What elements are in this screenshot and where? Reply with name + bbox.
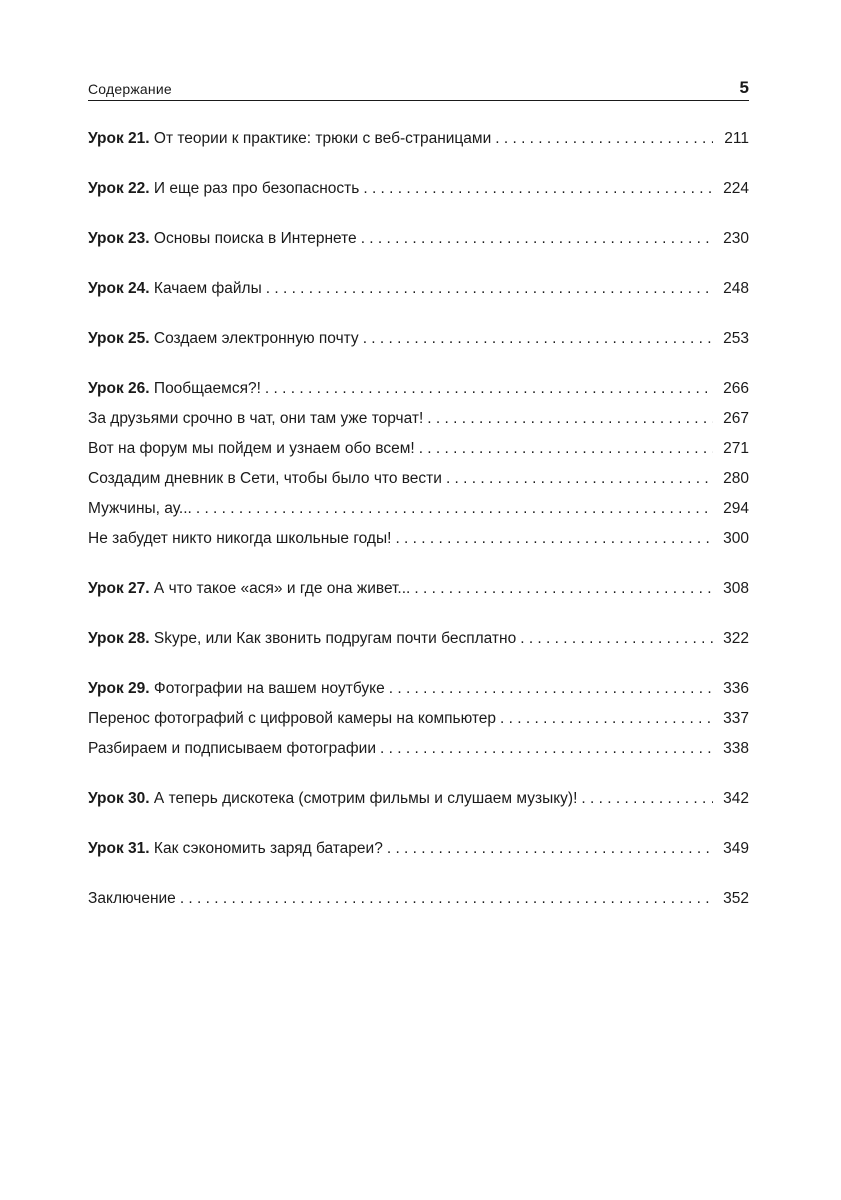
toc-entry-title: Создаем электронную почту	[153, 330, 359, 347]
toc-lesson-number: Урок 25.	[88, 330, 150, 347]
toc-entry-text	[88, 434, 415, 464]
toc-page-number: 352	[723, 890, 749, 907]
dot-leader	[419, 434, 713, 464]
toc-entry	[88, 434, 749, 464]
toc-entry	[88, 174, 749, 204]
toc-group	[88, 124, 749, 154]
toc-page-number: 248	[723, 280, 749, 297]
toc-entry-title: Skype, или Как звонить подругам почти бесплатно	[153, 630, 517, 647]
page-number: 5	[739, 78, 749, 97]
toc-entry-text	[88, 834, 383, 864]
toc-lesson-number: Урок 27.	[88, 580, 150, 597]
toc-entry	[88, 734, 749, 764]
toc-entry-text	[88, 674, 385, 704]
toc-group	[88, 624, 749, 654]
dot-leader	[363, 174, 713, 204]
toc-page-number: 253	[723, 330, 749, 347]
toc-entry-title: Пообщаемся?!	[153, 380, 261, 397]
toc-entry-text	[88, 374, 261, 404]
toc-entry-title: Заключение	[88, 890, 176, 907]
dot-leader	[446, 464, 713, 494]
toc-page-number: 322	[723, 630, 749, 647]
dot-leader	[196, 494, 713, 524]
toc-entry-text	[88, 324, 359, 354]
dot-leader	[265, 374, 713, 404]
toc-entry-title: А теперь дискотека (смотрим фильмы и слушаем музыку)!	[153, 790, 578, 807]
toc-entry-text	[88, 704, 496, 734]
toc-entry-title: А что такое «ася» и где она живет...	[153, 580, 411, 597]
toc-group	[88, 274, 749, 304]
dot-leader	[500, 704, 713, 734]
toc-entry-text	[88, 784, 577, 814]
toc-entry-title: Фотографии на вашем ноутбуке	[153, 680, 385, 697]
toc-entry-text	[88, 464, 442, 494]
toc-group	[88, 574, 749, 604]
toc-entry-text	[88, 404, 423, 434]
dot-leader	[427, 404, 713, 434]
toc-page-number: 349	[723, 840, 749, 857]
dot-leader	[389, 674, 713, 704]
toc-entry-text	[88, 574, 410, 604]
toc-entry-title: За друзьями срочно в чат, они там уже торчат!	[88, 410, 424, 427]
toc-page-number: 271	[723, 440, 749, 457]
toc-page-number: 300	[723, 530, 749, 547]
toc-entry	[88, 124, 749, 154]
toc-entry-title: Создадим дневник в Сети, чтобы было что вести	[88, 470, 442, 487]
toc-page-number: 266	[723, 380, 749, 397]
toc-page-number: 230	[723, 230, 749, 247]
dot-leader	[581, 784, 713, 814]
header-title: Содержание	[88, 81, 172, 97]
toc-entry	[88, 524, 749, 554]
toc-page-number: 336	[723, 680, 749, 697]
dot-leader	[180, 884, 713, 914]
toc-entry	[88, 494, 749, 524]
toc-entry-text	[88, 274, 262, 304]
toc-entry	[88, 784, 749, 814]
table-of-contents	[88, 124, 749, 934]
dot-leader	[380, 734, 713, 764]
toc-entry	[88, 674, 749, 704]
toc-entry	[88, 624, 749, 654]
toc-entry-title: Мужчины, ау...	[88, 500, 192, 517]
toc-lesson-number: Урок 30.	[88, 790, 150, 807]
toc-page-number: 338	[723, 740, 749, 757]
toc-entry-title: И еще раз про безопасность	[153, 180, 360, 197]
toc-page-number: 294	[723, 500, 749, 517]
toc-group	[88, 784, 749, 814]
toc-lesson-number: Урок 29.	[88, 680, 150, 697]
dot-leader	[266, 274, 713, 304]
dot-leader	[363, 324, 713, 354]
toc-group	[88, 374, 749, 554]
toc-page-number: 211	[724, 130, 749, 147]
toc-entry	[88, 324, 749, 354]
toc-entry-text	[88, 224, 357, 254]
toc-entry-text	[88, 174, 359, 204]
toc-entry-title: Перенос фотографий с цифровой камеры на компьютер	[88, 710, 497, 727]
toc-group	[88, 834, 749, 864]
toc-lesson-number: Урок 26.	[88, 380, 150, 397]
toc-group	[88, 324, 749, 354]
dot-leader	[387, 834, 713, 864]
toc-lesson-number: Урок 31.	[88, 840, 150, 857]
toc-entry-text	[88, 494, 192, 524]
toc-lesson-number: Урок 24.	[88, 280, 150, 297]
toc-lesson-number: Урок 28.	[88, 630, 150, 647]
toc-entry-text	[88, 524, 391, 554]
running-header	[88, 78, 749, 101]
toc-lesson-number: Урок 21.	[88, 130, 150, 147]
toc-entry-title: Разбираем и подписываем фотографии	[88, 740, 376, 757]
toc-entry-title: Как сэкономить заряд батареи?	[153, 840, 383, 857]
toc-entry-text	[88, 124, 491, 154]
toc-page-number: 267	[723, 410, 749, 427]
toc-page-number: 337	[723, 710, 749, 727]
toc-entry	[88, 404, 749, 434]
toc-page-number: 280	[723, 470, 749, 487]
toc-entry-text	[88, 624, 516, 654]
toc-group	[88, 674, 749, 764]
dot-leader	[495, 124, 713, 154]
toc-entry	[88, 884, 749, 914]
dot-leader	[395, 524, 713, 554]
toc-entry	[88, 574, 749, 604]
toc-entry	[88, 834, 749, 864]
toc-entry	[88, 704, 749, 734]
toc-entry-title: Основы поиска в Интернете	[153, 230, 357, 247]
toc-page-number: 308	[723, 580, 749, 597]
dot-leader	[414, 574, 713, 604]
toc-entry-title: Вот на форум мы пойдем и узнаем обо всем!	[88, 440, 415, 457]
toc-entry	[88, 374, 749, 404]
toc-page-number: 224	[723, 180, 749, 197]
toc-page-number: 342	[723, 790, 749, 807]
toc-entry	[88, 274, 749, 304]
toc-entry	[88, 224, 749, 254]
dot-leader	[361, 224, 713, 254]
toc-entry-text	[88, 734, 376, 764]
toc-entry-title: Не забудет никто никогда школьные годы!	[88, 530, 392, 547]
toc-entry-title: От теории к практике: трюки с веб-страницами	[153, 130, 492, 147]
dot-leader	[520, 624, 713, 654]
toc-lesson-number: Урок 22.	[88, 180, 150, 197]
toc-lesson-number: Урок 23.	[88, 230, 150, 247]
toc-entry-text	[88, 884, 176, 914]
toc-entry	[88, 464, 749, 494]
toc-group	[88, 174, 749, 204]
toc-entry-title: Качаем файлы	[153, 280, 262, 297]
toc-group	[88, 224, 749, 254]
toc-group	[88, 884, 749, 914]
